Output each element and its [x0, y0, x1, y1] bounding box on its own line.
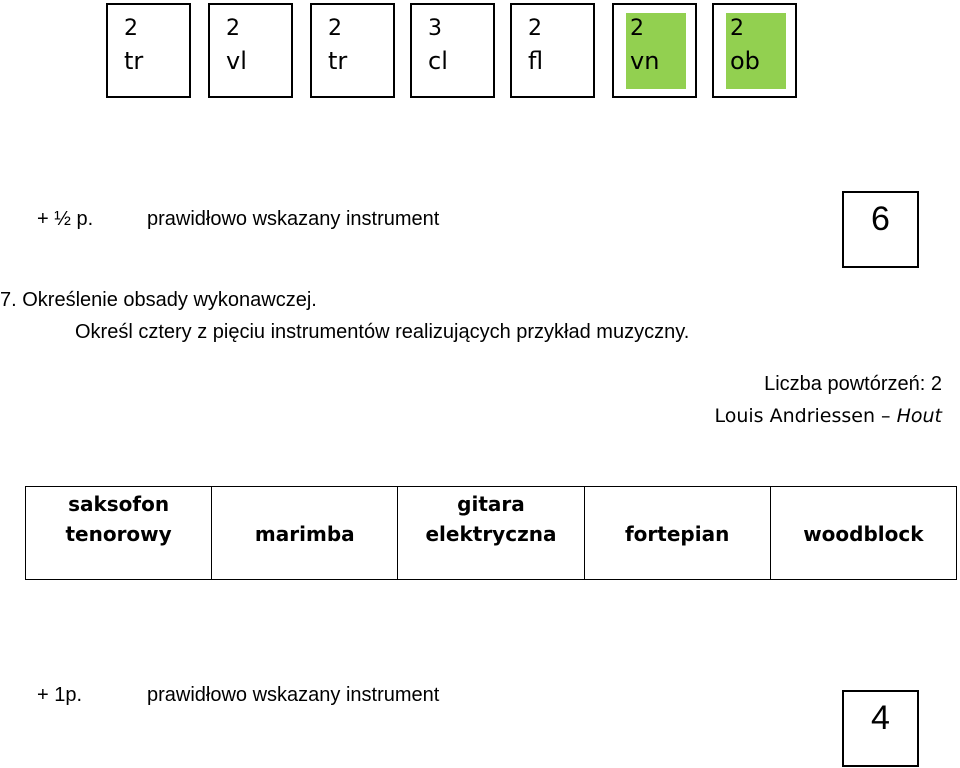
instrument-line: fortepian: [624, 522, 730, 546]
task-instruction: Określ cztery z pięciu instrumentów realizujących przykład muzyczny.: [75, 321, 690, 343]
instrument-line: marimba: [254, 522, 355, 546]
instrument-cell: [212, 487, 398, 580]
box-3: [310, 3, 395, 98]
box-instrument: tr: [124, 47, 144, 75]
score-box-2: 4: [842, 690, 919, 767]
table-row: [26, 487, 957, 580]
box-instrument: tr: [328, 47, 348, 75]
box-5: [510, 3, 595, 98]
criterion-2: prawidłowo wskazany instrument: [147, 684, 440, 706]
score-box-1: 6: [842, 191, 919, 268]
box-1: [106, 3, 191, 98]
work-title: Hout: [896, 405, 942, 427]
instrument-cell: [398, 487, 584, 580]
box-content: [120, 13, 180, 89]
box-instrument: vl: [226, 47, 247, 75]
box-number: 3: [428, 16, 442, 41]
criterion-1: prawidłowo wskazany instrument: [147, 208, 440, 230]
box-instrument: vn: [630, 47, 660, 75]
instrument-line: saksofon: [68, 492, 170, 516]
box-6: [612, 3, 697, 98]
task-title: 7. Określenie obsady wykonawczej.: [0, 289, 317, 311]
box-number: 2: [630, 16, 644, 41]
instruments-table: [25, 486, 957, 580]
piece-credit: [714, 405, 942, 427]
instrument-line: gitara: [457, 492, 525, 516]
box-number: 2: [528, 16, 542, 41]
box-content: [524, 13, 584, 89]
instrument-cell: [770, 487, 956, 580]
instrument-cell: [584, 487, 770, 580]
box-instrument: fl: [528, 47, 544, 75]
box-content: [222, 13, 282, 89]
box-content-highlighted: [626, 13, 686, 89]
composer: Louis Andriessen –: [714, 405, 897, 427]
box-instrument: ob: [730, 47, 760, 75]
repeats-count: Liczba powtórzeń: 2: [764, 373, 942, 395]
box-number: 2: [124, 16, 138, 41]
instrument-line: elektryczna: [425, 522, 557, 546]
box-4: [410, 3, 495, 98]
box-content: [324, 13, 384, 89]
instrument-line: woodblock: [803, 522, 924, 546]
box-number: 2: [328, 16, 342, 41]
instrument-cell: [26, 487, 212, 580]
points-label-1: + ½ p.: [37, 208, 94, 230]
box-number: 2: [730, 16, 744, 41]
instrument-line: tenorowy: [65, 522, 172, 546]
box-7: [712, 3, 797, 98]
box-instrument: cl: [428, 47, 448, 75]
box-number: 2: [226, 16, 240, 41]
box-content: [424, 13, 484, 89]
box-content-highlighted: [726, 13, 786, 89]
points-label-2: + 1p.: [37, 684, 83, 706]
box-2: [208, 3, 293, 98]
